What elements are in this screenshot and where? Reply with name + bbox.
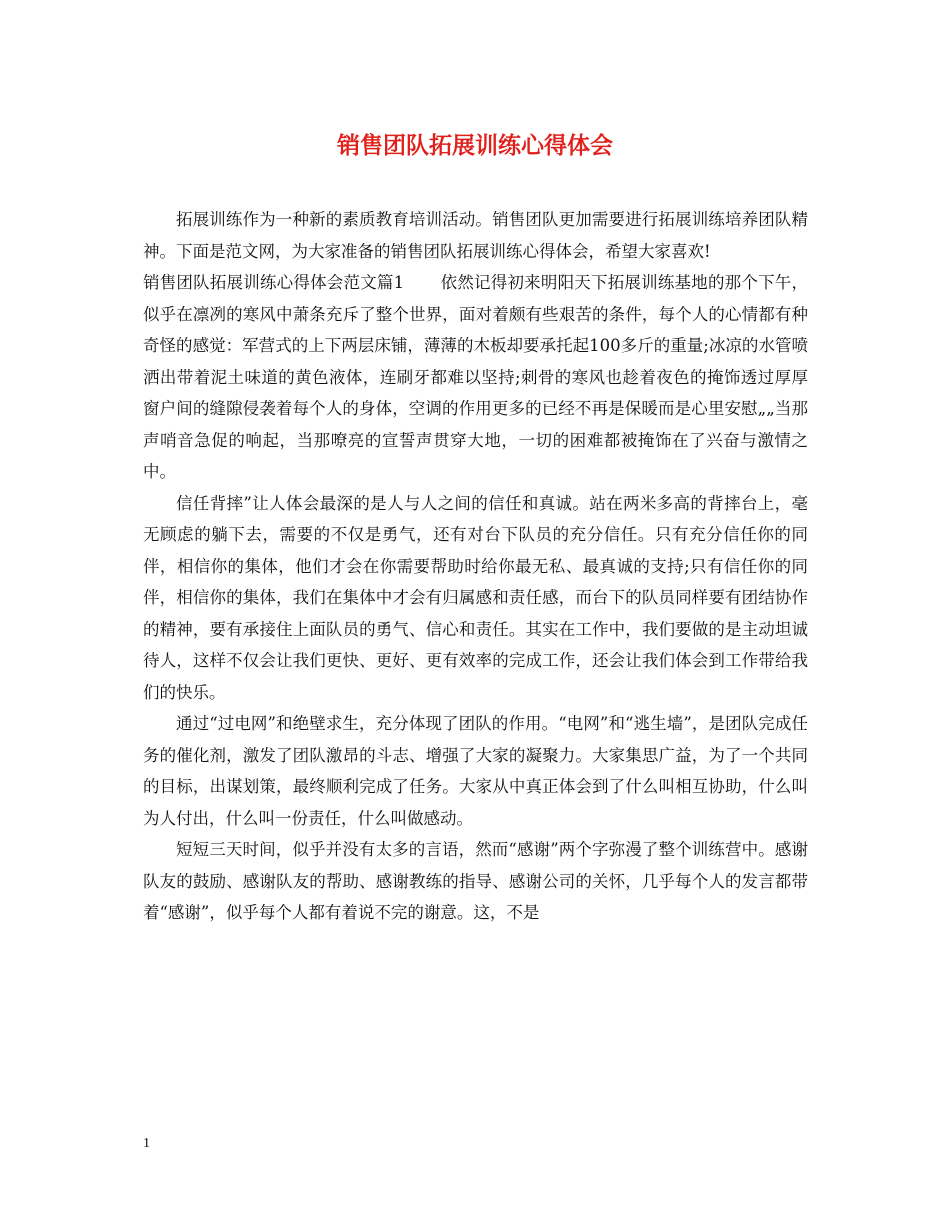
document-body bbox=[143, 204, 808, 929]
trust-paragraph: 信任背摔”让人体会最深的是人与人之间的信任和真诚。站在两米多高的背摔台上，毫无顾虑的躺下去，需要的不仅是勇气，还有对台下队员的充分信任。只有充分信任你的同伴，相信你的集体，他们才会在你需要帮助时给你最无私、最真诚的支持;只有信任你的同伴，相信你的集体，我们在集体中才会有归属感和责任感，而台下的队员同样要有团结协作的精神，要有承接住上面队员的勇气、信心和责任。其实在工作中，我们要做的是主动坦诚待人，这样不仅会让我们更快、更好、更有效率的完成工作，还会让我们体会到工作带给我们的快乐。 bbox=[143, 493, 808, 702]
gratitude-paragraph: 短短三天时间，似乎并没有太多的言语，然而“感谢”两个字弥漫了整个训练营中。感谢队友的鼓励、感谢队友的帮助、感谢教练的指导、感谢公司的关怀，几乎每个人的发言都带着“感谢”，似乎每个人都有着说不完的谢意。这，不是 bbox=[143, 840, 808, 922]
page-number: 1 bbox=[143, 1136, 150, 1151]
section-text: 依然记得初来明阳天下拓展训练基地的那个下午，似乎在凛冽的寒风中萧条充斥了整个世界，面对着颇有些艰苦的条件，每个人的心情都有种奇怪的感觉：军营式的上下两层床铺，薄薄的木板却要承托起100多斤的重量;冰凉的水管喷洒出带着泥土味道的黄色液体，连刷牙都难以坚持;刺骨的寒风也趁着夜色的掩饰透过厚厚窗户间的缝隙侵袭着每个人的身体，空调的作用更多的已经不再是保暖而是心里安慰„„当那声哨音急促的响起，当那嘹亮的宣誓声贯穿大地，一切的困难都被掩饰在了兴奋与激情之中。 bbox=[143, 273, 809, 481]
document-title: 销售团队拓展训练心得体会 bbox=[337, 132, 613, 159]
section-heading: 销售团队拓展训练心得体会范文篇1 bbox=[143, 273, 405, 292]
teamwork-paragraph: 通过“过电网”和绝壁求生，充分体现了团队的作用。“电网”和“逃生墙”，是团队完成任务的催化剂，激发了团队激昂的斗志、增强了大家的凝聚力。大家集思广益，为了一个共同的目标，出谋划策，最终顺利完成了任务。大家从中真正体会到了什么叫相互协助，什么叫为人付出，什么叫一份责任，什么叫做感动。 bbox=[143, 714, 808, 828]
section-paragraph bbox=[143, 267, 808, 488]
intro-paragraph: 拓展训练作为一种新的素质教育培训活动。销售团队更加需要进行拓展训练培养团队精神。下面是范文网，为大家准备的销售团队拓展训练心得体会，希望大家喜欢! bbox=[143, 210, 808, 261]
